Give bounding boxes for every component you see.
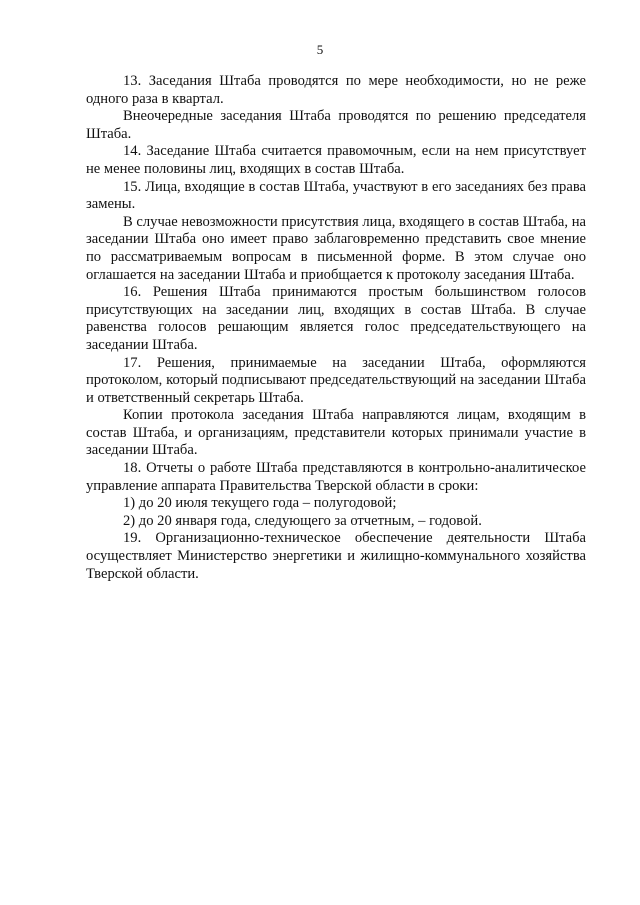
paragraph-19: 19. Организационно-техническое обеспечение деятельности Штаба осуществляет Министерство энергетики и жилищно-коммунального хозяйства Тверской области. <box>86 530 586 582</box>
list-item-semiannual: 1) до 20 июля текущего года – полугодовой; <box>123 495 397 512</box>
paragraph-15: 15. Лица, входящие в состав Штаба, участвуют в его заседаниях без права замены. <box>86 178 586 213</box>
paragraph-13: 13. Заседания Штаба проводятся по мере необходимости, но не реже одного раза в квартал. <box>86 73 586 107</box>
paragraph-13-extraordinary: Внеочередные заседания Штаба проводятся по решению председателя Штаба. <box>86 108 586 142</box>
page-number: 5 <box>316 42 324 57</box>
paragraph-18: 18. Отчеты о работе Штаба представляются в контрольно-аналитическое управление аппарата Правительства Тверской области в сроки: <box>86 460 586 494</box>
paragraph-17-copies: Копии протокола заседания Штаба направляются лицам, входящим в состав Штаба, и организациям, представители которых принимали участие в заседании Штаба. <box>86 407 586 459</box>
paragraph-14: 14. Заседание Штаба считается правомочным, если на нем присутствует не менее половины лиц, входящих в состав Штаба. <box>86 143 586 177</box>
document-body <box>86 73 586 583</box>
list-item-annual: 2) до 20 января года, следующего за отчетным, – годовой. <box>123 512 482 529</box>
paragraph-15-absence: В случае невозможности присутствия лица, входящего в состав Штаба, на заседании Штаба оно имеет право заблаговременно представить свое мнение по рассматриваемым вопросам в письменной форме. В этом случае оно оглашается на заседании Штаба и приобщается к протоколу заседания Штаба. <box>86 213 586 283</box>
paragraph-16: 16. Решения Штаба принимаются простым большинством голосов присутствующих на заседании лиц, входящих в состав Штаба. В случае равенства голосов решающим является голос председательствующего на заседании Штаба. <box>86 284 586 353</box>
paragraph-17: 17. Решения, принимаемые на заседании Штаба, оформляются протоколом, который подписывают председательствующий на заседании Штаба и ответственный секретарь Штаба. <box>86 354 586 406</box>
